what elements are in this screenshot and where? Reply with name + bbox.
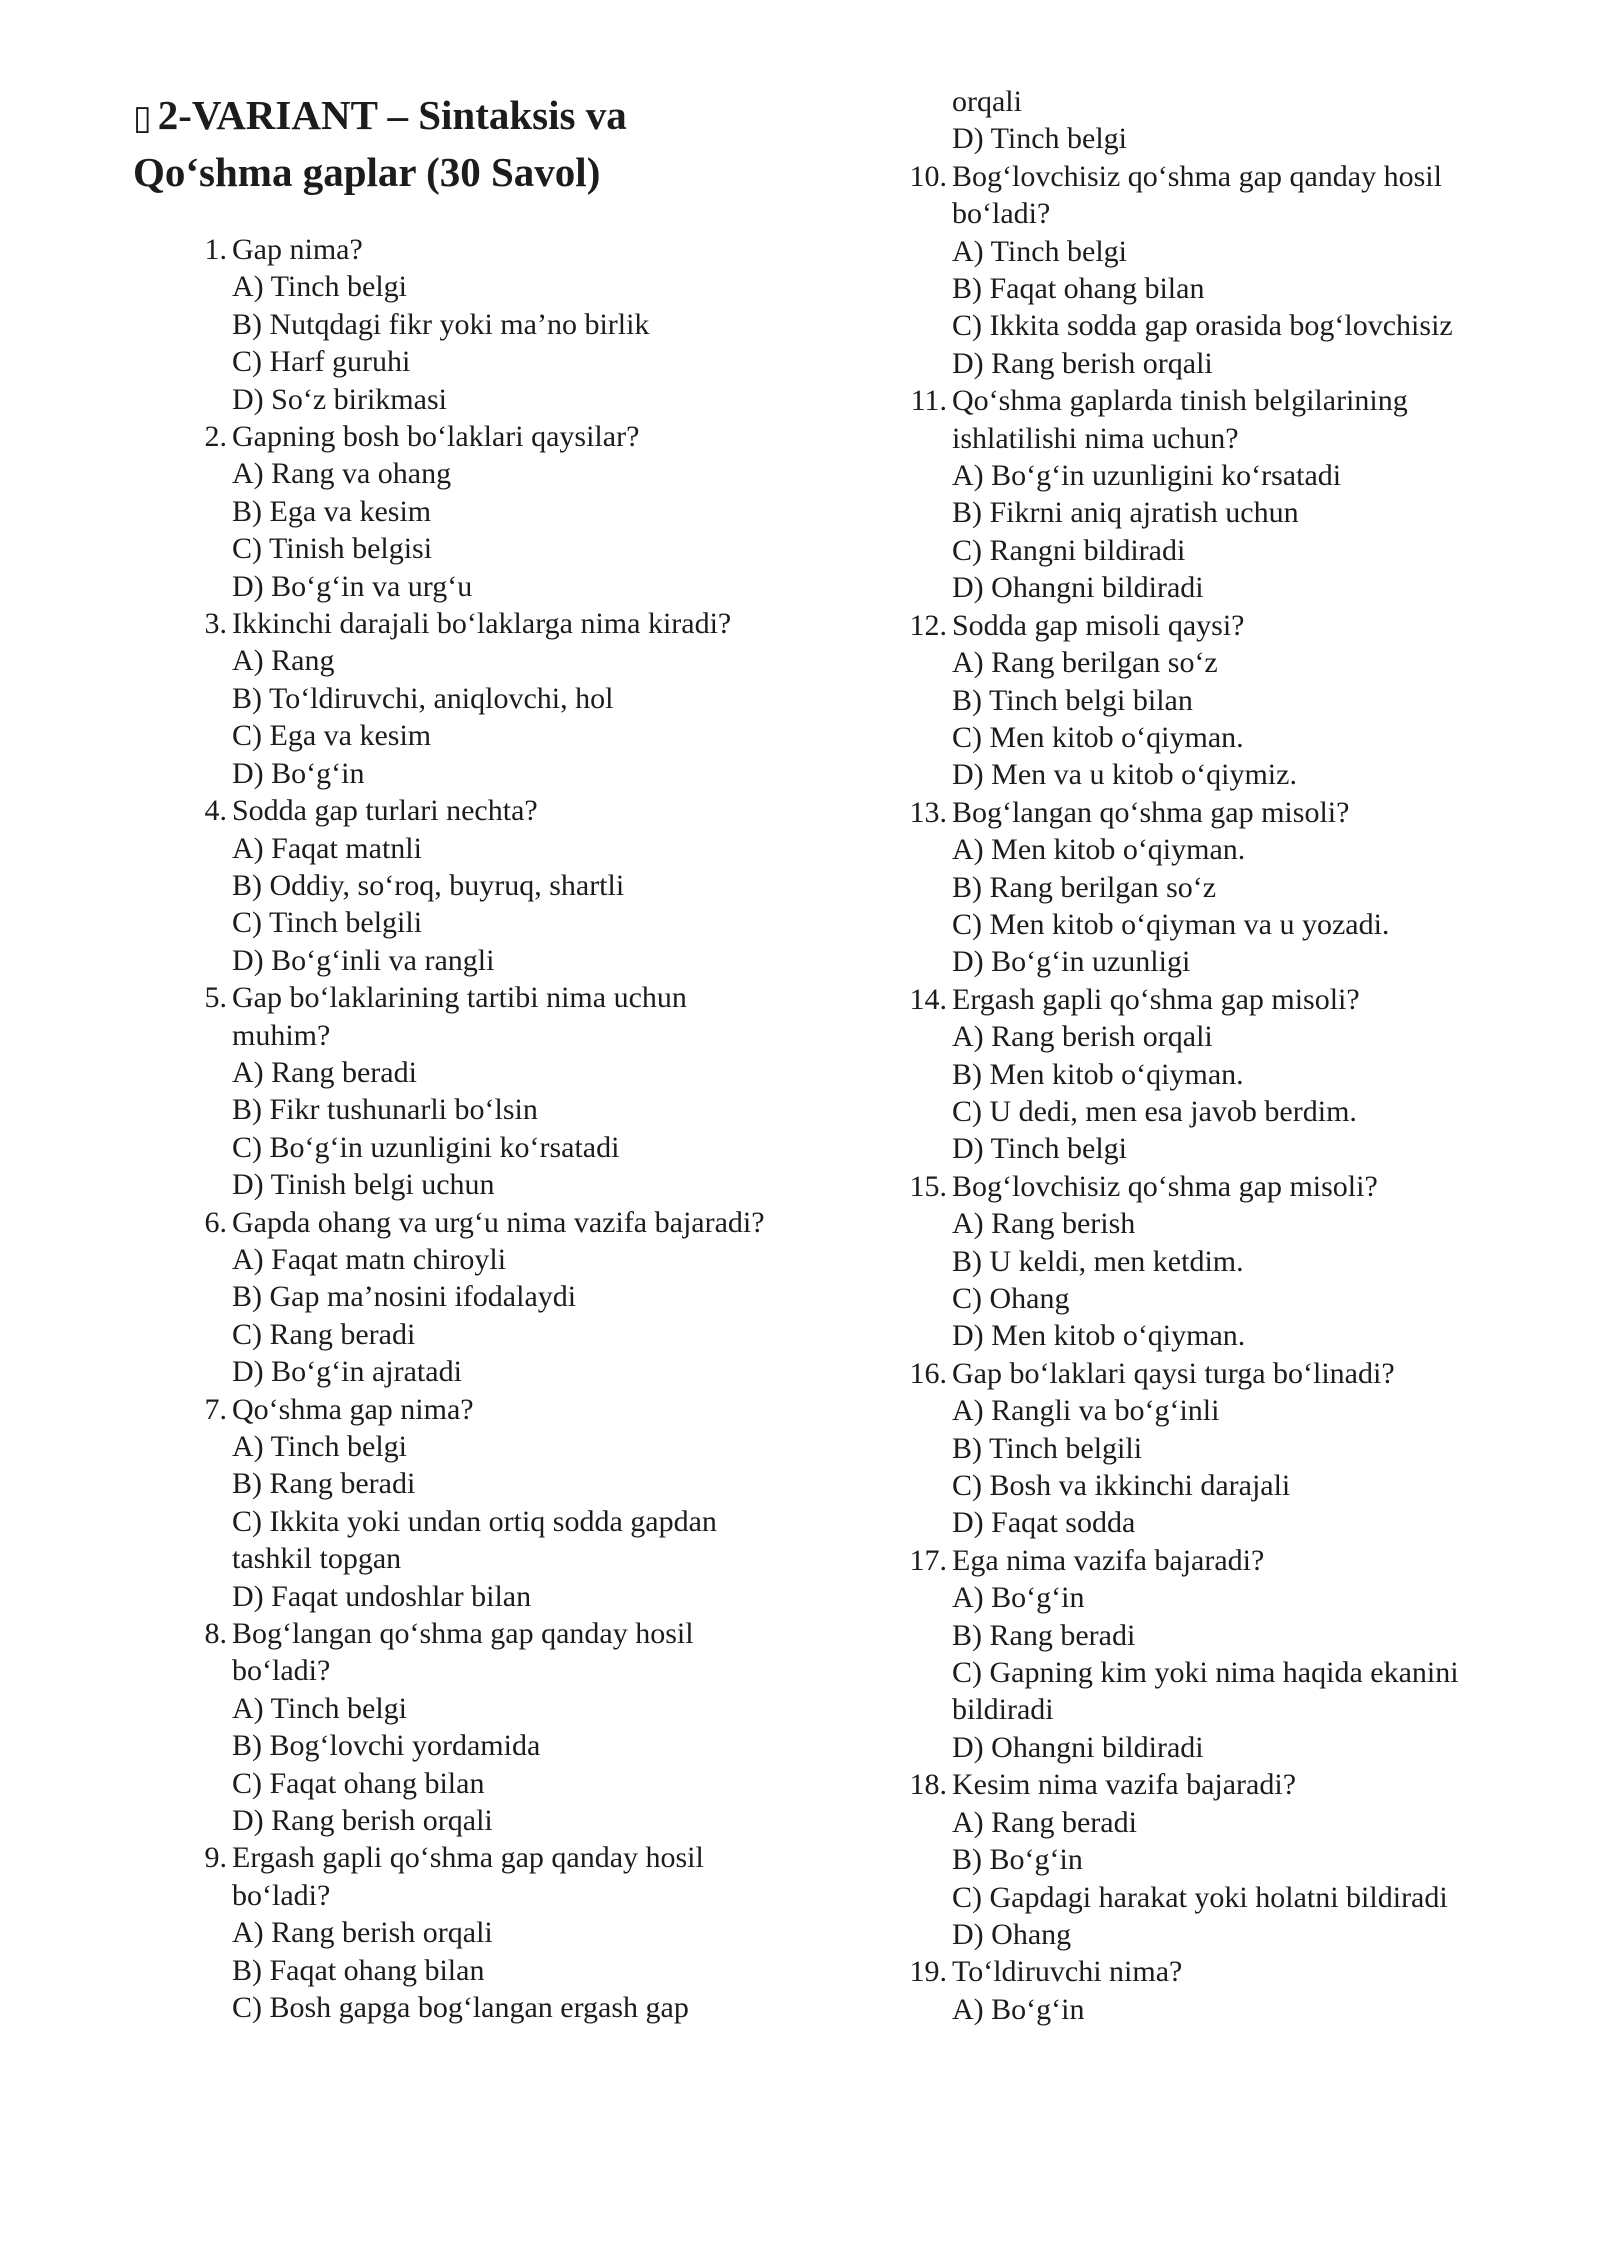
- question-text: Qo‘shma gaplarda tinish belgilarining ishlatilishi nima uchun?: [952, 384, 1408, 455]
- question-number: 8.: [204, 1617, 227, 1651]
- question-number: 4.: [204, 794, 227, 828]
- page-title: [133, 88, 733, 199]
- answer-option: C) U dedi, men esa javob berdim.: [952, 1094, 1357, 1128]
- question-number: 1.: [204, 233, 227, 266]
- question-item: [895, 1355, 1535, 1542]
- question-text: Ega nima vazifa bajaradi?: [952, 1543, 1265, 1577]
- answer-option: B) Bo‘g‘in: [952, 1843, 1083, 1877]
- answer-option: C) Rangni bildiradi: [952, 533, 1186, 567]
- answer-option: C) Bosh va ikkinchi darajali: [952, 1469, 1291, 1503]
- answer-option: B) Gap ma’nosini ifodalaydi: [232, 1280, 577, 1314]
- answer-option: C) Ikkita sodda gap orasida bog‘lovchisiz: [952, 309, 1453, 343]
- answer-option: A) Rang berish orqali: [232, 1916, 493, 1950]
- answer-option: B) Rang beradi: [232, 1467, 416, 1501]
- question-column-left: [175, 231, 775, 2027]
- answer-option: A) Rang beradi: [952, 1805, 1137, 1839]
- answer-option: A) Bo‘g‘in uzunligini ko‘rsatadi: [952, 459, 1342, 493]
- question-text: Bog‘langan qo‘shma gap qanday hosil bo‘ladi?: [232, 1617, 694, 1688]
- question-text: To‘ldiruvchi nima?: [952, 1955, 1183, 1989]
- question-item: [175, 1615, 775, 1839]
- question-item: [895, 607, 1535, 794]
- answer-option: B) Tinch belgili: [952, 1431, 1143, 1465]
- answer-option: D) Rang berish orqali: [952, 346, 1213, 380]
- question-number: 18.: [909, 1768, 947, 1802]
- question-text: Sodda gap misoli qaysi?: [952, 608, 1245, 642]
- answer-option: B) Rang beradi: [952, 1618, 1136, 1652]
- answer-option: C) Ohang: [952, 1282, 1070, 1315]
- question-item: [175, 792, 775, 979]
- question-text: Ikkinchi darajali bo‘laklarga nima kiradi?: [232, 607, 732, 641]
- answer-option: B) Tinch belgi bilan: [952, 683, 1193, 717]
- answer-option: C) Ikkita yoki undan ortiq sodda gapdan tashkil topgan: [232, 1504, 717, 1576]
- question-text: Ergash gapli qo‘shma gap misoli?: [952, 982, 1360, 1016]
- question-item: [895, 1766, 1535, 1953]
- question-text: Gap bo‘laklarining tartibi nima uchun muhim?: [232, 981, 687, 1052]
- answer-option: A) Tinch belgi: [232, 270, 408, 304]
- question-body: [232, 231, 775, 418]
- answer-option: D) Tinch belgi: [952, 122, 1128, 156]
- answer-option: C) Gapdagi harakat yoki holatni bildiradi: [952, 1880, 1448, 1914]
- question-number: 13.: [909, 795, 947, 829]
- answer-option: D) Bo‘g‘in uzunligi: [952, 945, 1191, 979]
- question-body: [952, 1168, 1535, 1355]
- answer-option: D) Bo‘g‘in va urg‘u: [232, 569, 473, 603]
- answer-option: D) Ohangni bildiradi: [952, 1730, 1204, 1764]
- question-body: [232, 792, 775, 979]
- answer-option: D) Tinch belgi: [952, 1132, 1128, 1166]
- question-body: [952, 981, 1535, 1168]
- question-number: 14.: [909, 982, 947, 1016]
- answer-option: D) Men kitob o‘qiyman.: [952, 1319, 1246, 1353]
- question-item: [895, 382, 1535, 606]
- question-body: [952, 1953, 1535, 2028]
- answer-option: A) Rang beradi: [232, 1055, 417, 1089]
- question-number: 11.: [910, 384, 947, 418]
- answer-option: D) Tinish belgi uchun: [232, 1168, 495, 1202]
- answer-option: A) Rang berish: [952, 1207, 1136, 1241]
- answer-option: D) Rang berish orqali: [232, 1804, 493, 1838]
- answer-option: A) Faqat matn chiroyli: [232, 1242, 507, 1276]
- question-text: Gap bo‘laklari qaysi turga bo‘linadi?: [952, 1356, 1395, 1390]
- answer-option: C) Bosh gapga bog‘langan ergash gap: [232, 1991, 689, 2025]
- question-item: [895, 83, 1535, 158]
- answer-option: C) Faqat ohang bilan: [232, 1766, 485, 1800]
- question-item: [175, 979, 775, 1203]
- question-number: 16.: [909, 1356, 947, 1390]
- question-body: [952, 607, 1535, 794]
- question-text: orqali: [952, 85, 1022, 118]
- answer-option: C) Gapning kim yoki nima haqida ekanini bildiradi: [952, 1656, 1459, 1727]
- question-text: Sodda gap turlari nechta?: [232, 794, 538, 828]
- question-item: [175, 1391, 775, 1615]
- question-text: Kesim nima vazifa bajaradi?: [952, 1768, 1297, 1802]
- question-number: 10.: [909, 159, 947, 193]
- question-body: [952, 1355, 1535, 1542]
- question-text: Gapning bosh bo‘laklari qaysilar?: [232, 420, 640, 454]
- answer-option: A) Tinch belgi: [232, 1430, 408, 1463]
- question-text: Bog‘lovchisiz qo‘shma gap misoli?: [952, 1169, 1378, 1203]
- answer-option: D) So‘z birikmasi: [232, 382, 447, 416]
- question-body: [232, 979, 775, 1203]
- answer-option: A) Rang: [232, 644, 335, 678]
- answer-option: A) Faqat matnli: [232, 831, 422, 865]
- question-number: 19.: [909, 1955, 947, 1989]
- answer-option: A) Bo‘g‘in: [952, 1581, 1085, 1615]
- answer-option: A) Tinch belgi: [232, 1691, 408, 1725]
- question-item: [895, 1168, 1535, 1355]
- question-body: [952, 83, 1535, 158]
- question-number: 2.: [204, 420, 227, 454]
- answer-option: B) Ega va kesim: [232, 494, 432, 528]
- question-body: [232, 605, 775, 792]
- question-item: [175, 605, 775, 792]
- question-number: 15.: [909, 1169, 947, 1203]
- question-body: [232, 1839, 775, 2026]
- question-number: 6.: [204, 1205, 227, 1239]
- answer-option: D) Men va u kitob o‘qiymiz.: [952, 758, 1297, 792]
- answer-option: B) U keldi, men ketdim.: [952, 1244, 1244, 1278]
- question-text: Bog‘langan qo‘shma gap misoli?: [952, 795, 1350, 829]
- question-text: Qo‘shma gap nima?: [232, 1392, 474, 1426]
- answer-option: D) Bo‘g‘in ajratadi: [232, 1355, 462, 1389]
- question-text: Gapda ohang va urg‘u nima vazifa bajaradi?: [232, 1205, 765, 1239]
- answer-option: A) Rangli va bo‘g‘inli: [952, 1394, 1220, 1428]
- answer-option: A) Tinch belgi: [952, 234, 1128, 268]
- question-item: [895, 158, 1535, 382]
- answer-option: C) Tinish belgisi: [232, 532, 433, 566]
- answer-option: C) Tinch belgili: [232, 906, 423, 940]
- question-item: [175, 1204, 775, 1391]
- answer-option: B) Faqat ohang bilan: [952, 272, 1205, 306]
- answer-option: C) Bo‘g‘in uzunligini ko‘rsatadi: [232, 1130, 620, 1164]
- question-number: 3.: [204, 607, 227, 641]
- answer-option: B) To‘ldiruvchi, aniqlovchi, hol: [232, 681, 614, 715]
- question-item: [895, 794, 1535, 981]
- unknown-glyph-icon: ▯: [133, 98, 152, 138]
- question-item: [175, 1839, 775, 2026]
- question-text: Ergash gapli qo‘shma gap qanday hosil bo‘ladi?: [232, 1841, 704, 1912]
- question-number: 9.: [204, 1841, 227, 1875]
- answer-option: B) Men kitob o‘qiyman.: [952, 1057, 1244, 1091]
- answer-option: D) Bo‘g‘in: [232, 756, 365, 790]
- question-number: 7.: [204, 1392, 227, 1426]
- question-body: [952, 1542, 1535, 1766]
- answer-option: D) Bo‘g‘inli va rangli: [232, 943, 495, 977]
- question-item: [895, 981, 1535, 1168]
- question-body: [952, 794, 1535, 981]
- question-body: [952, 382, 1535, 606]
- answer-option: A) Men kitob o‘qiyman.: [952, 833, 1246, 867]
- answer-option: C) Men kitob o‘qiyman va u yozadi.: [952, 907, 1390, 941]
- question-number: 17.: [909, 1543, 947, 1577]
- answer-option: C) Rang beradi: [232, 1317, 416, 1351]
- answer-option: A) Rang va ohang: [232, 457, 452, 491]
- answer-option: B) Bog‘lovchi yordamida: [232, 1729, 541, 1763]
- answer-option: C) Ega va kesim: [232, 719, 432, 753]
- answer-option: D) Ohang: [952, 1917, 1072, 1951]
- question-body: [232, 1615, 775, 1839]
- answer-option: C) Harf guruhi: [232, 345, 411, 379]
- question-item: [895, 1542, 1535, 1766]
- question-item: [175, 418, 775, 605]
- question-body: [952, 158, 1535, 382]
- answer-option: A) Rang berilgan so‘z: [952, 646, 1218, 680]
- question-body: [232, 1391, 775, 1615]
- question-item: [175, 231, 775, 418]
- answer-option: B) Fikr tushunarli bo‘lsin: [232, 1093, 538, 1127]
- page-title-text: 2-VARIANT – Sintaksis va Qo‘shma gaplar (30 Savol): [133, 92, 627, 195]
- answer-option: D) Faqat undoshlar bilan: [232, 1579, 532, 1613]
- answer-option: B) Oddiy, so‘roq, buyruq, shartli: [232, 868, 625, 902]
- answer-option: C) Men kitob o‘qiyman.: [952, 720, 1244, 754]
- question-number: 12.: [909, 608, 947, 642]
- question-body: [232, 418, 775, 605]
- answer-option: A) Rang berish orqali: [952, 1020, 1213, 1054]
- answer-option: B) Nutqdagi fikr yoki ma’no birlik: [232, 307, 650, 341]
- question-number: 5.: [204, 981, 227, 1015]
- answer-option: B) Rang berilgan so‘z: [952, 870, 1217, 904]
- question-item: [895, 1953, 1535, 2028]
- answer-option: B) Faqat ohang bilan: [232, 1953, 485, 1987]
- answer-option: D) Ohangni bildiradi: [952, 571, 1204, 605]
- answer-option: D) Faqat sodda: [952, 1506, 1136, 1540]
- question-text: Bog‘lovchisiz qo‘shma gap qanday hosil bo‘ladi?: [952, 159, 1442, 231]
- question-body: [952, 1766, 1535, 1953]
- question-column-right: [895, 83, 1535, 2028]
- question-body: [232, 1204, 775, 1391]
- question-text: Gap nima?: [232, 233, 363, 266]
- answer-option: B) Fikrni aniq ajratish uchun: [952, 496, 1299, 530]
- answer-option: A) Bo‘g‘in: [952, 1992, 1085, 2026]
